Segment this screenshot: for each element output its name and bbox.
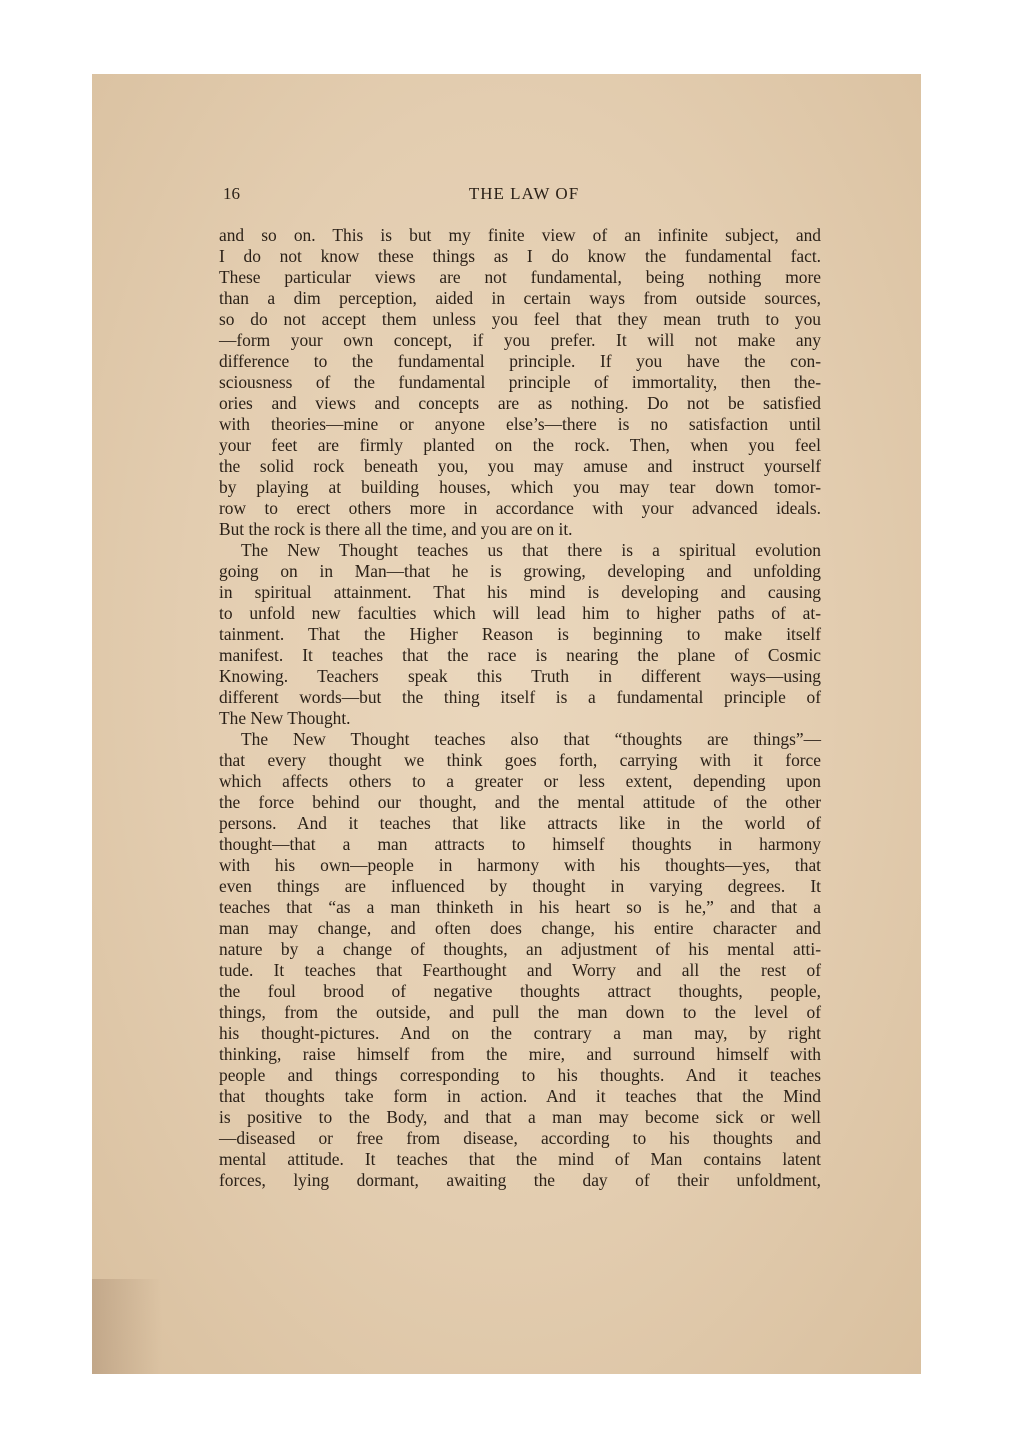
text-line: the force behind our thought, and the mental attitude of the other	[219, 792, 821, 812]
page-number: 16	[223, 184, 240, 203]
text-line: which affects others to a greater or less extent, depending upon	[219, 771, 821, 791]
text-line: the solid rock beneath you, you may amuse and instruct yourself	[219, 456, 821, 476]
text-line: in spiritual attainment. That his mind is developing and causing	[219, 582, 821, 602]
text-line: with theories—mine or anyone else’s—there is no satisfaction until	[219, 414, 821, 434]
text-line: with his own—people in harmony with his thoughts—yes, that	[219, 855, 821, 875]
text-line: by playing at building houses, which you may tear down tomor-	[219, 477, 821, 497]
text-line: than a dim perception, aided in certain ways from outside sources,	[219, 288, 821, 308]
text-line: mental attitude. It teaches that the mind of Man contains latent	[219, 1149, 821, 1169]
text-line: —form your own concept, if you prefer. It will not make any	[219, 330, 821, 350]
text-line: things, from the outside, and pull the man down to the level of	[219, 1002, 821, 1022]
text-line: These particular views are not fundamental, being nothing more	[219, 267, 821, 287]
text-line: forces, lying dormant, awaiting the day of their unfoldment,	[219, 1170, 821, 1190]
page-edge-shadow	[92, 1279, 162, 1374]
text-line: your feet are firmly planted on the rock. Then, when you feel	[219, 435, 821, 455]
text-line: teaches that “as a man thinketh in his heart so is he,” and that a	[219, 897, 821, 917]
text-line: I do not know these things as I do know the fundamental fact.	[219, 246, 821, 266]
body-text	[219, 225, 821, 1191]
running-header	[223, 184, 825, 208]
text-line: thought—that a man attracts to himself thoughts in harmony	[219, 834, 821, 854]
text-line: tude. It teaches that Fearthought and Worry and all the rest of	[219, 960, 821, 980]
text-line: different words—but the thing itself is a fundamental principle of	[219, 687, 821, 707]
text-line: even things are influenced by thought in varying degrees. It	[219, 876, 821, 896]
text-line: people and things corresponding to his thoughts. And it teaches	[219, 1065, 821, 1085]
paragraph	[219, 729, 821, 1191]
text-line: is positive to the Body, and that a man may become sick or well	[219, 1107, 821, 1127]
text-line: Knowing. Teachers speak this Truth in different ways—using	[219, 666, 821, 686]
text-line: —diseased or free from disease, according to his thoughts and	[219, 1128, 821, 1148]
text-line: The New Thought.	[219, 708, 351, 728]
scanned-book-page	[92, 74, 921, 1374]
text-line: to unfold new faculties which will lead him to higher paths of at-	[219, 603, 821, 623]
text-line: The New Thought teaches also that “thoughts are things”—	[241, 729, 821, 749]
text-line: sciousness of the fundamental principle of immortality, then the-	[219, 372, 821, 392]
text-line: row to erect others more in accordance with your advanced ideals.	[219, 498, 821, 518]
text-line: and so on. This is but my finite view of an infinite subject, and	[219, 225, 821, 245]
text-line: the foul brood of negative thoughts attract thoughts, people,	[219, 981, 821, 1001]
text-line: The New Thought teaches us that there is a spiritual evolution	[241, 540, 821, 560]
text-line: going on in Man—that he is growing, developing and unfolding	[219, 561, 821, 581]
text-line: nature by a change of thoughts, an adjustment of his mental atti-	[219, 939, 821, 959]
running-title: THE LAW OF	[468, 184, 580, 203]
text-line: persons. And it teaches that like attracts like in the world of	[219, 813, 821, 833]
paragraph	[219, 225, 821, 540]
paragraph	[219, 540, 821, 729]
text-line: so do not accept them unless you feel that they mean truth to you	[219, 309, 821, 329]
text-line: But the rock is there all the time, and you are on it.	[219, 519, 573, 539]
text-line: his thought-pictures. And on the contrary a man may, by right	[219, 1023, 821, 1043]
text-line: thinking, raise himself from the mire, and surround himself with	[219, 1044, 821, 1064]
text-line: that every thought we think goes forth, carrying with it force	[219, 750, 821, 770]
text-line: man may change, and often does change, his entire character and	[219, 918, 821, 938]
text-line: tainment. That the Higher Reason is beginning to make itself	[219, 624, 821, 644]
text-line: difference to the fundamental principle. If you have the con-	[219, 351, 821, 371]
text-line: that thoughts take form in action. And it teaches that the Mind	[219, 1086, 821, 1106]
text-line: manifest. It teaches that the race is nearing the plane of Cosmic	[219, 645, 821, 665]
text-line: ories and views and concepts are as nothing. Do not be satisfied	[219, 393, 821, 413]
